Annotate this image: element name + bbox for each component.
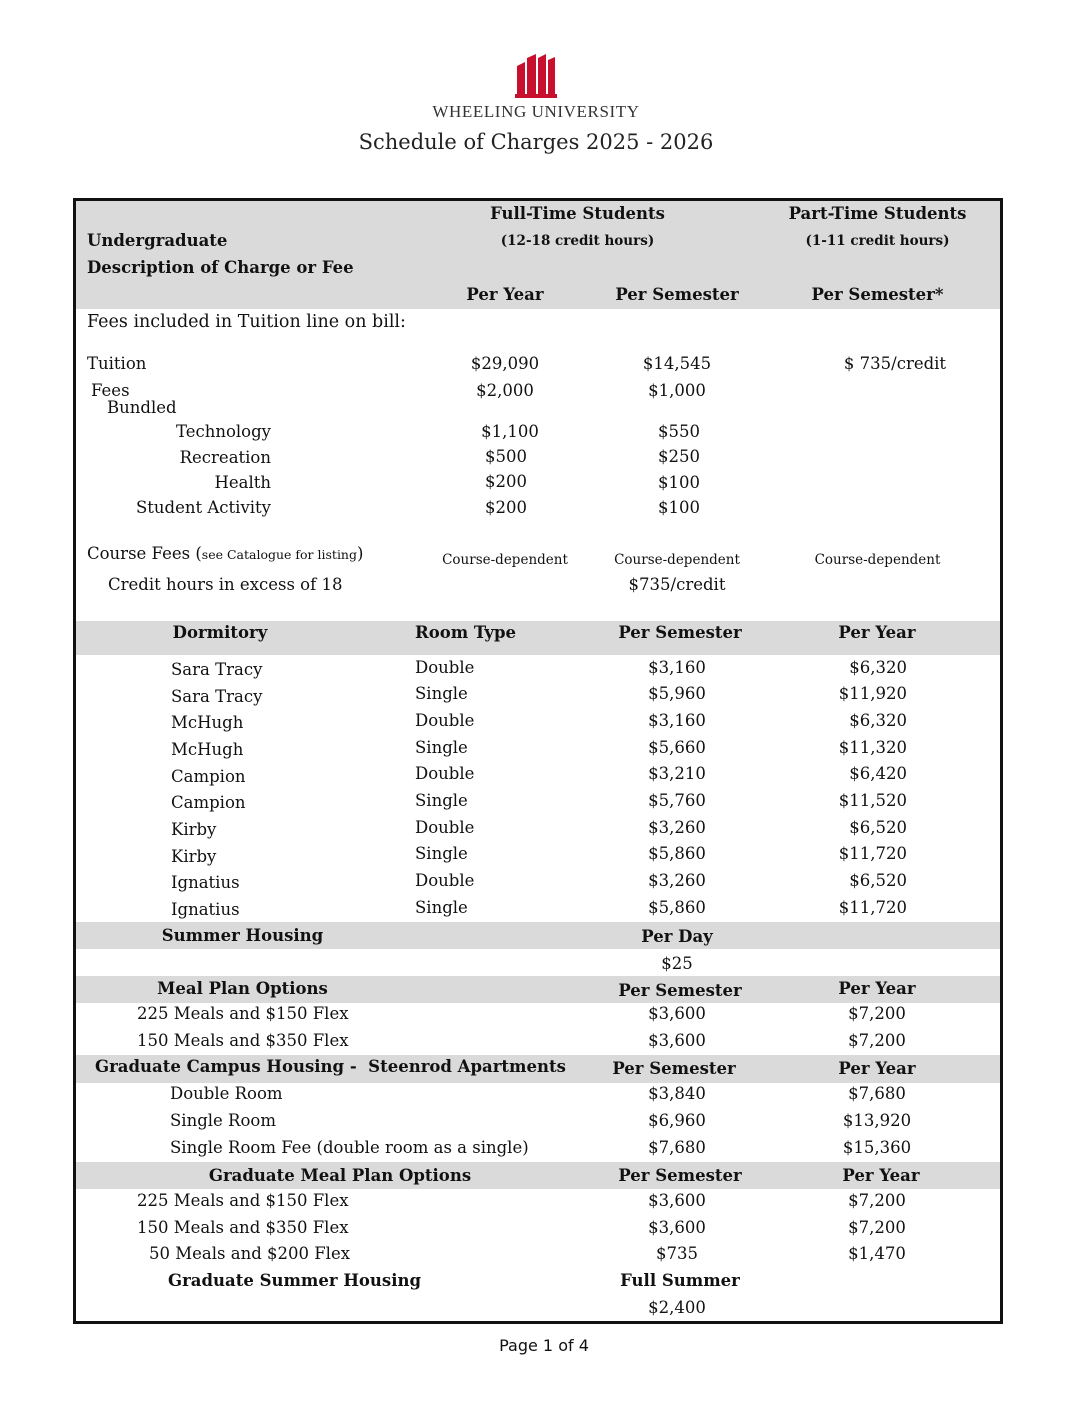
dorm-row-7-type: Double — [415, 818, 475, 837]
recreation-semester: $250 — [658, 447, 700, 466]
dorm-row-7-semester: $3,260 — [648, 818, 706, 837]
meal-row-1-year: $7,200 — [848, 1004, 906, 1023]
grad-housing-row-1-year: $7,680 — [848, 1084, 906, 1103]
grad-housing-row-2-year: $13,920 — [842, 1111, 912, 1130]
grad-summer-label: Graduate Summer Housing — [168, 1271, 422, 1290]
full-time-heading: Full-Time Students — [490, 204, 665, 223]
excess-credit-semester: $735/credit — [628, 575, 726, 594]
grad-meal-row-1-year: $7,200 — [848, 1191, 906, 1210]
col-dormitory: Dormitory — [172, 623, 268, 642]
grad-meal-row-3-name: 50 Meals and $200 Flex — [149, 1244, 351, 1263]
course-fees-label — [87, 543, 363, 566]
course-fees-year: Course-dependent — [442, 552, 568, 568]
grad-meal-row-1-semester: $3,600 — [648, 1191, 706, 1210]
dorm-row-7-hall: Kirby — [171, 820, 217, 839]
technology-label: Technology — [175, 422, 271, 441]
meal-row-1-name: 225 Meals and $150 Flex — [137, 1004, 349, 1023]
meal-plan-label: Meal Plan Options — [157, 979, 328, 998]
dorm-row-4-type: Single — [415, 738, 468, 757]
university-logo-icon — [515, 52, 557, 100]
technology-year: $1,100 — [481, 422, 539, 441]
summer-housing-label: Summer Housing — [161, 926, 324, 945]
meal-row-1-semester: $3,600 — [648, 1004, 706, 1023]
grad-housing-label: Graduate Campus Housing - Steenrod Apartments — [95, 1057, 566, 1076]
dorm-row-4-year: $11,320 — [838, 738, 907, 757]
health-year: $200 — [485, 472, 527, 491]
dorm-row-6-semester: $5,760 — [648, 791, 706, 810]
meal-row-2-semester: $3,600 — [648, 1031, 706, 1050]
meal-col-semester: Per Semester — [618, 981, 742, 1000]
dorm-row-2-type: Single — [415, 684, 468, 703]
dorm-row-3-type: Double — [415, 711, 475, 730]
dorm-row-5-hall: Campion — [171, 767, 246, 786]
summer-value: $25 — [661, 954, 693, 973]
grad-summer-value: $2,400 — [648, 1298, 706, 1317]
dorm-row-2-year: $11,920 — [838, 684, 907, 703]
student-activity-semester: $100 — [658, 498, 700, 517]
col-room-type: Room Type — [415, 623, 517, 642]
technology-semester: $550 — [658, 422, 700, 441]
grad-housing-col-year: Per Year — [838, 1059, 916, 1078]
dorm-row-9-year: $6,520 — [849, 871, 907, 890]
meal-row-2-year: $7,200 — [848, 1031, 906, 1050]
dorm-row-3-hall: McHugh — [171, 713, 244, 732]
excess-credit-label: Credit hours in excess of 18 — [108, 575, 343, 594]
fees-bundled-label: Bundled — [107, 398, 177, 417]
dorm-row-10-semester: $5,860 — [648, 898, 706, 917]
dorm-row-8-type: Single — [415, 844, 468, 863]
student-activity-year: $200 — [485, 498, 527, 517]
dorm-row-8-semester: $5,860 — [648, 844, 706, 863]
dorm-row-1-hall: Sara Tracy — [171, 660, 263, 679]
fees-included-label: Fees included in Tuition line on bill: — [87, 312, 406, 332]
description-heading: Description of Charge or Fee — [87, 258, 354, 277]
grad-housing-row-1-semester: $3,840 — [648, 1084, 706, 1103]
university-name: WHEELING UNIVERSITY — [432, 102, 640, 121]
grad-meal-row-2-semester: $3,600 — [648, 1218, 706, 1237]
grad-housing-col-semester: Per Semester — [612, 1059, 736, 1078]
grad-housing-row-1-name: Double Room — [170, 1084, 283, 1103]
grad-housing-row-3-semester: $7,680 — [648, 1138, 706, 1157]
grad-meal-row-3-semester: $735 — [656, 1244, 698, 1263]
health-semester: $100 — [658, 473, 700, 492]
grad-meal-row-3-year: $1,470 — [848, 1244, 906, 1263]
grad-meal-col-year: Per Year — [842, 1166, 920, 1185]
recreation-year: $500 — [485, 447, 527, 466]
dorm-row-1-type: Double — [415, 658, 475, 677]
dorm-row-5-type: Double — [415, 764, 475, 783]
full-time-subheading: (12-18 credit hours) — [500, 233, 655, 249]
dorm-row-8-year: $11,720 — [838, 844, 907, 863]
dorm-row-4-hall: McHugh — [171, 740, 244, 759]
grad-summer-col: Full Summer — [620, 1271, 740, 1290]
dorm-row-9-hall: Ignatius — [171, 873, 240, 892]
course-fees-close: ) — [357, 544, 364, 563]
fees-year: $2,000 — [476, 381, 534, 400]
col-per-semester: Per Semester — [615, 285, 739, 304]
part-time-heading: Part-Time Students — [788, 204, 967, 223]
course-fees-part-time: Course-dependent — [814, 552, 941, 568]
dorm-row-3-semester: $3,160 — [648, 711, 706, 730]
dorm-row-7-year: $6,520 — [849, 818, 907, 837]
col-per-year: Per Year — [466, 285, 544, 304]
undergraduate-heading: Undergraduate — [87, 231, 228, 250]
tuition-year: $29,090 — [470, 354, 540, 373]
dorm-row-2-semester: $5,960 — [648, 684, 706, 703]
meal-col-year: Per Year — [838, 979, 916, 998]
col-dorm-per-semester: Per Semester — [618, 623, 742, 642]
dorm-row-6-hall: Campion — [171, 793, 246, 812]
page-number: Page 1 of 4 — [499, 1336, 589, 1355]
dorm-row-9-semester: $3,260 — [648, 871, 706, 890]
dorm-row-10-hall: Ignatius — [171, 900, 240, 919]
page-title: Schedule of Charges 2025 - 2026 — [358, 130, 714, 154]
part-time-subheading: (1-11 credit hours) — [805, 233, 950, 249]
tuition-part-time: $ 735/credit — [843, 354, 947, 373]
grad-meal-col-semester: Per Semester — [618, 1166, 742, 1185]
dorm-row-6-type: Single — [415, 791, 468, 810]
col-pt-per-semester: Per Semester* — [811, 285, 944, 304]
dorm-row-8-hall: Kirby — [171, 847, 217, 866]
course-fees-semester: Course-dependent — [614, 552, 740, 568]
col-dorm-per-year: Per Year — [838, 623, 916, 642]
dorm-row-6-year: $11,520 — [838, 791, 907, 810]
recreation-label: Recreation — [179, 448, 271, 467]
health-label: Health — [214, 473, 271, 492]
tuition-semester: $14,545 — [642, 354, 712, 373]
student-activity-label: Student Activity — [135, 498, 271, 517]
grad-housing-row-3-year: $15,360 — [842, 1138, 912, 1157]
grad-meal-row-1-name: 225 Meals and $150 Flex — [137, 1191, 349, 1210]
grad-housing-row-2-name: Single Room — [170, 1111, 276, 1130]
grad-meal-label: Graduate Meal Plan Options — [208, 1166, 472, 1185]
dorm-row-5-year: $6,420 — [849, 764, 907, 783]
grad-meal-row-2-name: 150 Meals and $350 Flex — [137, 1218, 349, 1237]
dorm-row-10-year: $11,720 — [838, 898, 907, 917]
grad-meal-row-2-year: $7,200 — [848, 1218, 906, 1237]
dorm-row-1-semester: $3,160 — [648, 658, 706, 677]
dorm-row-3-year: $6,320 — [849, 711, 907, 730]
grad-housing-row-3-name: Single Room Fee (double room as a single) — [170, 1138, 529, 1157]
course-fees-text: Course Fees ( — [87, 544, 202, 563]
dorm-row-9-type: Double — [415, 871, 475, 890]
meal-row-2-name: 150 Meals and $350 Flex — [137, 1031, 349, 1050]
dorm-row-10-type: Single — [415, 898, 468, 917]
fees-label: Fees — [91, 381, 130, 400]
summer-per-day: Per Day — [641, 927, 713, 946]
tuition-label: Tuition — [87, 354, 147, 373]
grad-housing-row-2-semester: $6,960 — [648, 1111, 706, 1130]
dorm-row-5-semester: $3,210 — [648, 764, 706, 783]
dorm-row-4-semester: $5,660 — [648, 738, 706, 757]
dorm-row-2-hall: Sara Tracy — [171, 687, 263, 706]
dorm-row-1-year: $6,320 — [849, 658, 907, 677]
course-fees-note: see Catalogue for listing — [201, 547, 357, 562]
fees-semester: $1,000 — [648, 381, 706, 400]
